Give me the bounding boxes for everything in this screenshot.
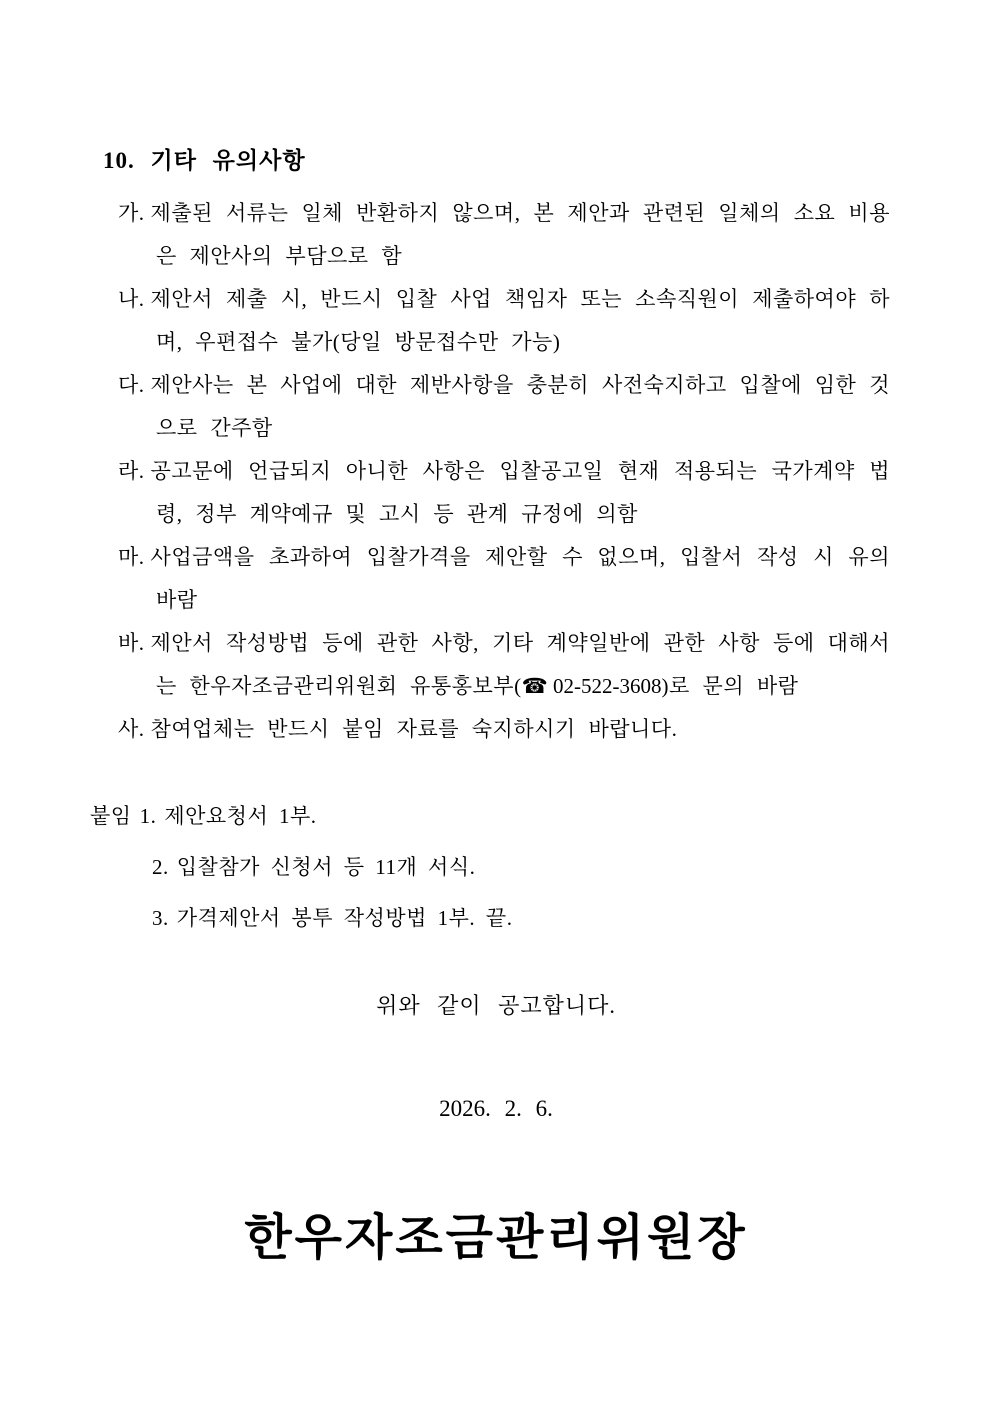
item-text: 공고문에 언급되지 아니한 사항은 입찰공고일 현재 적용되는 국가계약 법령, 정부 계약예규 및 고시 등 관계 규정에 의함 bbox=[150, 459, 890, 526]
phone-number: 02-522-3608 bbox=[553, 674, 662, 698]
attachment-number: 2. bbox=[152, 855, 169, 879]
attachment-text: 입찰참가 신청서 등 11개 서식. bbox=[176, 855, 476, 879]
item-label: 가. bbox=[118, 201, 145, 225]
item-label: 나. bbox=[118, 287, 145, 311]
item-label: 사. bbox=[118, 717, 145, 741]
section-heading: 10. 기타 유의사항 bbox=[103, 148, 306, 173]
attachment-line-3 bbox=[152, 897, 992, 940]
item-label: 바. bbox=[118, 631, 145, 655]
item-text: 참여업체는 반드시 붙임 자료를 숙지하시기 바랍니다. bbox=[150, 717, 678, 741]
attachment-number: 3. bbox=[152, 906, 169, 930]
attachment-number: 1. bbox=[139, 804, 157, 828]
notice-item-ra bbox=[118, 450, 890, 536]
signature-title: 한우자조금관리위원장 bbox=[244, 1210, 748, 1265]
notice-item-da bbox=[118, 364, 890, 450]
attachments-section bbox=[90, 795, 992, 940]
phone-segment bbox=[522, 674, 662, 698]
notice-item-na bbox=[118, 278, 890, 364]
attachment-text: 가격제안서 봉투 작성방법 1부. 끝. bbox=[176, 906, 513, 930]
telephone-icon: ☎ bbox=[521, 674, 548, 698]
notice-item-ba bbox=[118, 622, 890, 708]
item-text: 제출된 서류는 일체 반환하지 않으며, 본 제안과 관련된 일체의 소요 비용은 제안사의 부담으로 함 bbox=[150, 201, 890, 268]
item-text-before-phone: 제안서 작성방법 등에 관한 사항, 기타 계약일반에 관한 사항 등에 대해서는 한우자조금관리위원회 유통홍보부( bbox=[150, 631, 890, 698]
attachment-text: 제안요청서 1부. bbox=[164, 804, 317, 828]
attachment-line-1 bbox=[90, 795, 992, 838]
notice-item-ga bbox=[118, 192, 890, 278]
item-text: 제안사는 본 사업에 대한 제반사항을 충분히 사전숙지하고 입찰에 임한 것으로 간주함 bbox=[150, 373, 890, 440]
closing-statement: 위와 같이 공고합니다. bbox=[376, 993, 616, 1018]
item-text-after-phone: )로 문의 바람 bbox=[661, 674, 799, 698]
item-text: 사업금액을 초과하여 입찰가격을 제안할 수 없으며, 입찰서 작성 시 유의 바람 bbox=[150, 545, 890, 612]
attachment-line-2 bbox=[152, 846, 992, 889]
item-label: 라. bbox=[118, 459, 145, 483]
item-label: 마. bbox=[118, 545, 145, 569]
notice-item-ma bbox=[118, 536, 890, 622]
attachments-lead-label: 붙임 bbox=[90, 804, 132, 828]
notice-item-sa bbox=[118, 708, 890, 751]
item-label: 다. bbox=[118, 373, 145, 397]
item-text: 제안서 제출 시, 반드시 입찰 사업 책임자 또는 소속직원이 제출하여야 하며, 우편접수 불가(당일 방문접수만 가능) bbox=[150, 287, 890, 354]
announcement-date: 2026. 2. 6. bbox=[439, 1096, 553, 1121]
notice-item-list bbox=[118, 192, 890, 751]
